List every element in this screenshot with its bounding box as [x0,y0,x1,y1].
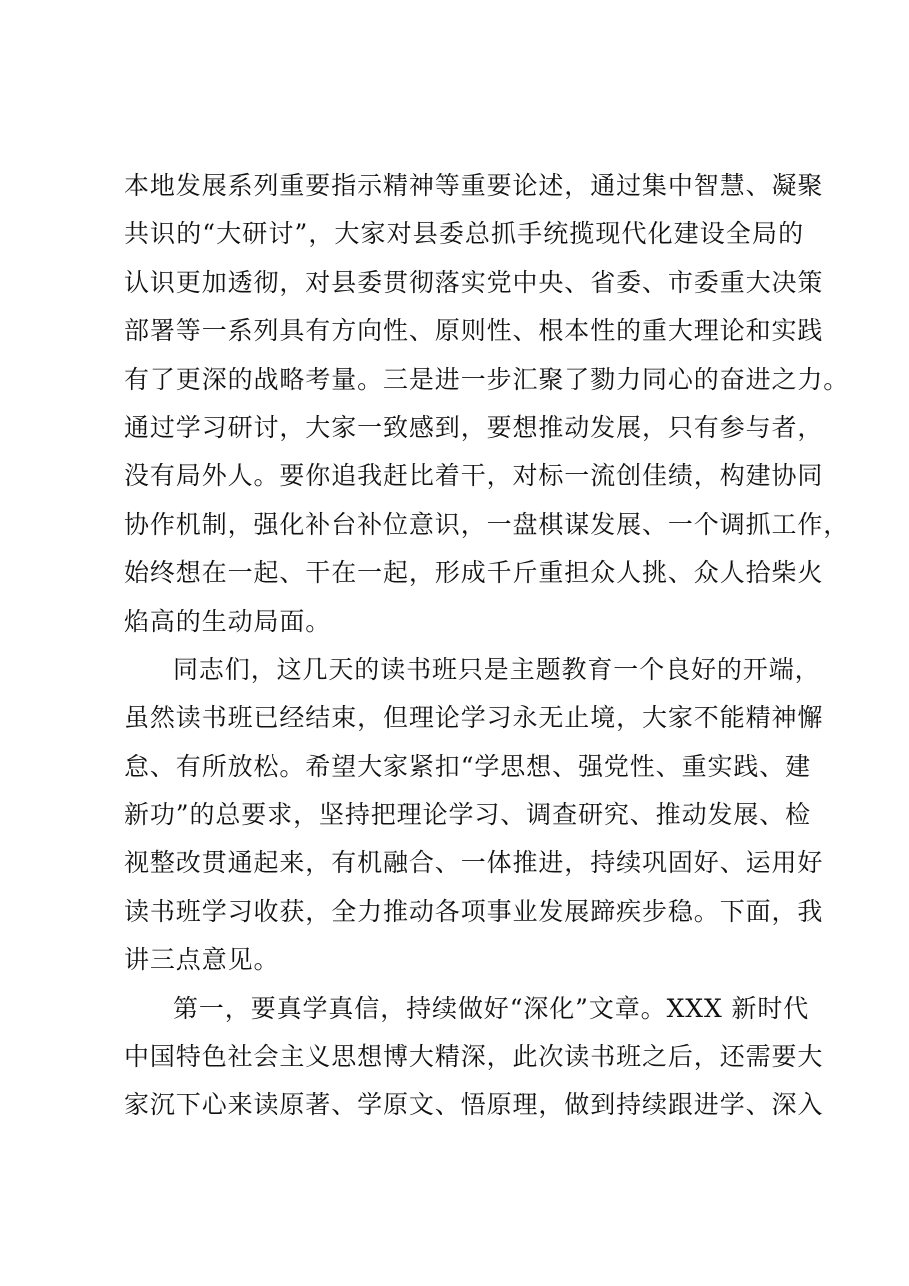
paragraph-first-line: 同志们，这几天的读书班只是主题教育一个良好的开端， [173,654,821,684]
text-line: 部署等一系列具有方向性、原则性、根本性的重大理论和实践 [124,316,824,346]
text-line: 怠、有所放松。希望大家紧扣“学思想、强党性、重实践、建 [124,751,812,781]
text-line: 共识的“大研讨”，大家对县委总抓手统揽现代化建设全局的 [124,219,804,249]
text-line: 本地发展系列重要指示精神等重要论述，通过集中智慧、凝聚 [124,171,824,200]
paragraph-first-line: 第一，要真学真信，持续做好“深化”文章。XXX 新时代 [173,993,810,1023]
text-line: 中国特色社会主义思想博大精深，此次读书班之后，还需要大 [124,1042,824,1072]
text-line: 认识更加透彻，对县委贯彻落实党中央、省委、市委重大决策 [124,267,824,297]
text-line: 新功”的总要求，坚持把理论学习、调查研究、推动发展、检 [124,800,812,830]
text-line: 读书班学习收获，全力推动各项事业发展蹄疾步稳。下面，我 [124,896,824,926]
text-line: 讲三点意见。 [124,945,280,975]
text-line: 协作机制，强化补台补位意识，一盘棋谋发展、一个调抓工作， [124,509,850,539]
text-line: 始终想在一起、干在一起，形成千斤重担众人挑、众人拾柴火 [124,558,824,588]
text-line: 没有局外人。要你追我赶比着干，对标一流创佳绩，构建协同 [124,461,824,491]
text-line: 虽然读书班已经结束，但理论学习永无止境，大家不能精神懈 [124,703,824,733]
text-line: 通过学习研讨，大家一致感到，要想推动发展，只有参与者， [124,412,824,442]
text-line: 有了更深的战略考量。三是进一步汇聚了勠力同心的奋进之力。 [124,364,850,394]
text-line: 视整改贯通起来，有机融合、一体推进，持续巩固好、运用好 [124,848,824,878]
text-line: 家沉下心来读原著、学原文、悟原理，做到持续跟进学、深入 [124,1090,824,1120]
document-body [124,162,850,1130]
text-line: 焰高的生动局面。 [124,606,332,636]
